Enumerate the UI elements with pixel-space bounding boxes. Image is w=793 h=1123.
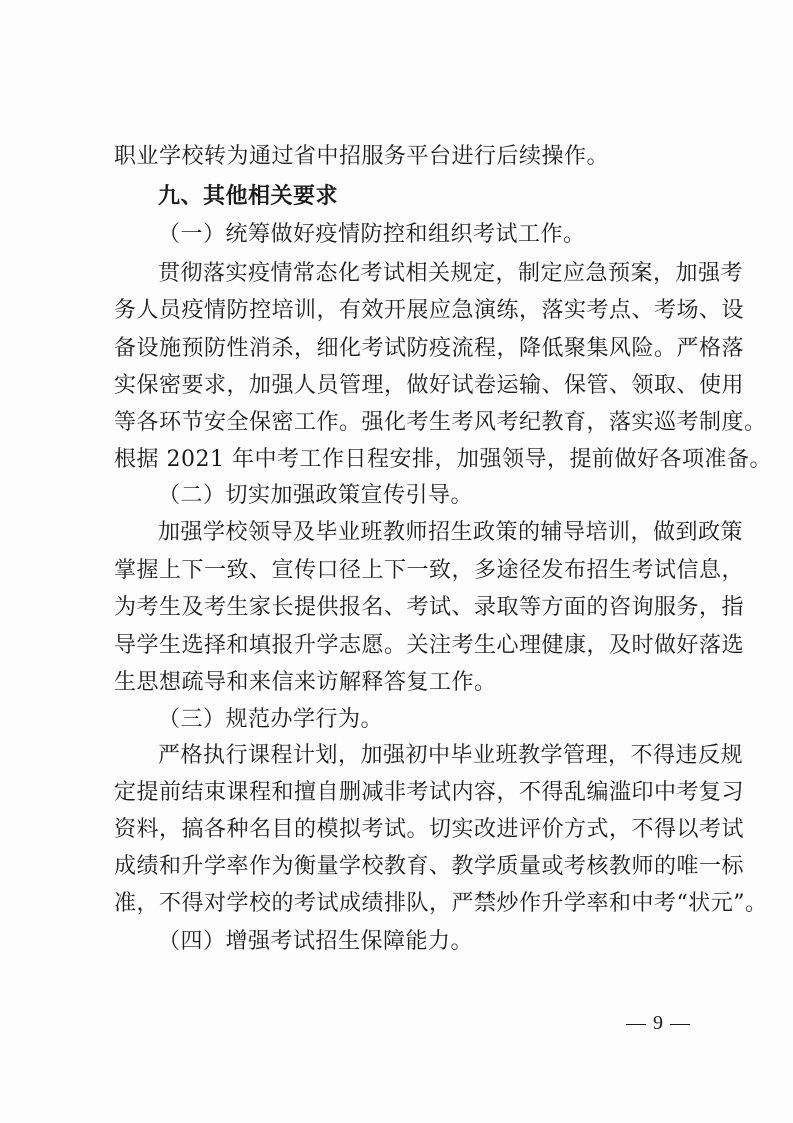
paragraph-line: 务人员疫情防控培训，有效开展应急演练，落实考点、考场、设 (114, 298, 745, 323)
paragraph-line: 掌握上下一致、宣传口径上下一致，多途径发布招生考试信息， (114, 558, 745, 583)
subsection-heading: （一）统筹做好疫情防控和组织考试工作。 (158, 222, 586, 247)
paragraph-line: 等各环节安全保密工作。强化考生考风考纪教育，落实巡考制度。 (114, 410, 767, 435)
paragraph-line: 生思想疏导和来信来访解释答复工作。 (114, 670, 497, 695)
paragraph-line: 严格执行课程计划，加强初中毕业班教学管理，不得违反规 (158, 743, 744, 768)
paragraph-line: 根据 2021 年中考工作日程安排，加强领导，提前做好各项准备。 (114, 447, 772, 472)
paragraph-line: 职业学校转为通过省中招服务平台进行后续操作。 (114, 144, 610, 169)
subsection-heading: （三）规范办学行为。 (158, 707, 384, 732)
paragraph-line: 实保密要求，加强人员管理，做好试卷运输、保管、领取、使用 (114, 373, 745, 398)
page-number: — 9 — (626, 1012, 691, 1034)
paragraph-line: 准，不得对学校的考试成绩排队，严禁炒作升学率和中考“状元”。 (114, 891, 768, 916)
paragraph-line: 成绩和升学率作为衡量学校教育、教学质量或考核教师的唯一标 (114, 854, 745, 879)
paragraph-line: 导学生选择和填报升学志愿。关注考生心理健康，及时做好落选 (114, 633, 745, 658)
paragraph-line: 资料，搞各种名目的模拟考试。切实改进评价方式，不得以考试 (114, 817, 745, 842)
paragraph-line: 为考生及考生家长提供报名、考试、录取等方面的咨询服务，指 (114, 595, 745, 620)
subsection-heading: （二）切实加强政策宣传引导。 (158, 483, 474, 508)
paragraph-line: 备设施预防性消杀，细化考试防疫流程，降低聚集风险。严格落 (114, 336, 745, 361)
paragraph-line: 定提前结束课程和擅自删减非考试内容，不得乱编滥印中考复习 (114, 780, 745, 805)
paragraph-line: 加强学校领导及毕业班教师招生政策的辅导培训，做到政策 (158, 520, 744, 545)
paragraph-line: 贯彻落实疫情常态化考试相关规定，制定应急预案，加强考 (158, 261, 744, 286)
subsection-heading: （四）增强考试招生保障能力。 (158, 929, 474, 954)
section-heading: 九、其他相关要求 (158, 184, 339, 209)
